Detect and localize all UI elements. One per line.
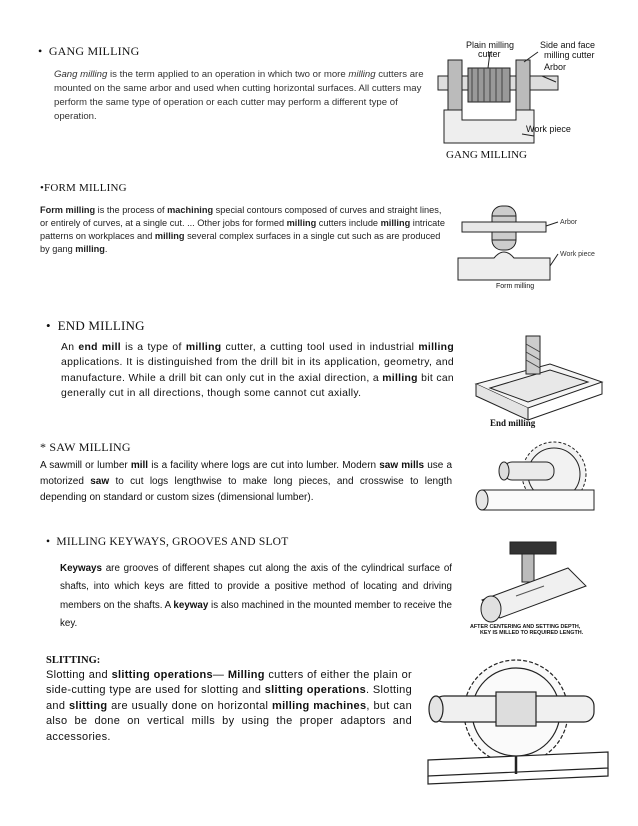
keyway-figure [468,540,608,636]
end-milling-heading: • END MILLING [46,318,145,333]
form-milling-caption: Form milling [496,283,535,290]
gang-milling-figure [430,38,620,163]
end-mill-tool [526,336,540,374]
label-side-face: Side and face [540,40,596,50]
end-milling-paragraph: An end mill is a type of milling cutter, a cutting tool used in industrial milling applications. It is distinguished from the drill bit in its application, geometry, and manufacture. While a drill bit can only cut in the axial direction, a milling bit can generally cut in all directions, though some cannot cut axially. [61,342,454,400]
form-workpiece [458,252,550,280]
saw-log [482,490,594,510]
bullet: • [38,44,49,58]
form-label-arbor: Arbor [560,219,578,226]
workpiece [444,110,534,143]
gang-milling-caption: GANG MILLING [446,149,527,161]
label-plain-milling: Plain milling [466,40,515,50]
form-milling-figure [454,200,604,290]
label-cutter: cutter [478,49,501,59]
saw-arbor [504,462,554,480]
plain-cutter [468,68,510,102]
label-side-face-2: milling cutter [544,50,595,60]
saw-milling-figure [468,432,608,522]
end-milling-caption: End milling [490,418,536,428]
slitting-paragraph: Slotting and slitting operations— Milling cutters of either the plain or side-cutting type are used for slotting and slitting operations. Slotting and slitting are usually done on horizontal milling machines, but can also be done on vertical mills by using the proper adaptors and accessories. [46,669,413,743]
keyway-cutter [522,554,534,582]
end-milling-figure [470,334,610,424]
side-cutter-right [516,60,530,110]
gang-milling-paragraph: Gang milling is the term applied to an operation in which two or more milling cutters are mounted on the same arbor and used when cutting horizontal surfaces. All cutters may perform the same type of operation or each cutter may perform a different type of operation. [54,69,424,122]
bullet: • [46,536,57,548]
keyway-spindle [510,542,556,554]
keyway-paragraph: Keyways are grooves of different shapes cut along the axis of the cylindrical surface of shafts, into which keys are fitted to provide a positive method of locating and driving members on the shafts. A keyway is also machined in the mounted member to receive the key. [60,563,452,630]
keyway-note-2: KEY IS MILLED TO REQUIRED LENGTH. [480,630,584,636]
label-arbor: Arbor [544,62,567,72]
gang-milling-heading: • GANG MILLING [38,44,140,58]
form-milling-paragraph: Form milling is the process of machining special contours composed of curves and straight lines, or entirely of curves, at a single cut. ... Other jobs for formed milling cutters include milling intricate patterns on workplaces and milling several complex surfaces in a single cut such as are produced by gang milling. [40,205,445,254]
slitting-heading: SLITTING: [46,655,101,666]
keyway-note-1: AFTER CENTERING AND SETTING DEPTH, [470,624,581,630]
label-work-piece: Work piece [526,124,571,134]
form-label-work: Work piece [560,251,595,258]
bullet: • [46,318,58,333]
form-arbor [462,222,546,232]
asterisk: * [40,440,50,454]
slitting-workpiece [428,752,608,776]
keyway-heading: • MILLING KEYWAYS, GROOVES AND SLOT [46,536,289,548]
slitting-figure [424,656,614,788]
form-milling-heading: •FORM MILLING [40,182,127,194]
saw-milling-paragraph: A sawmill or lumber mill is a facility where logs are cut into lumber. Modern saw mills use a motorized saw to cut logs lengthwise to make long pieces, and crosswise to length depending on standard or custom sizes (dimensional lumber). [40,460,453,503]
side-cutter-left [448,60,462,110]
saw-milling-heading: * SAW MILLING [40,440,131,454]
